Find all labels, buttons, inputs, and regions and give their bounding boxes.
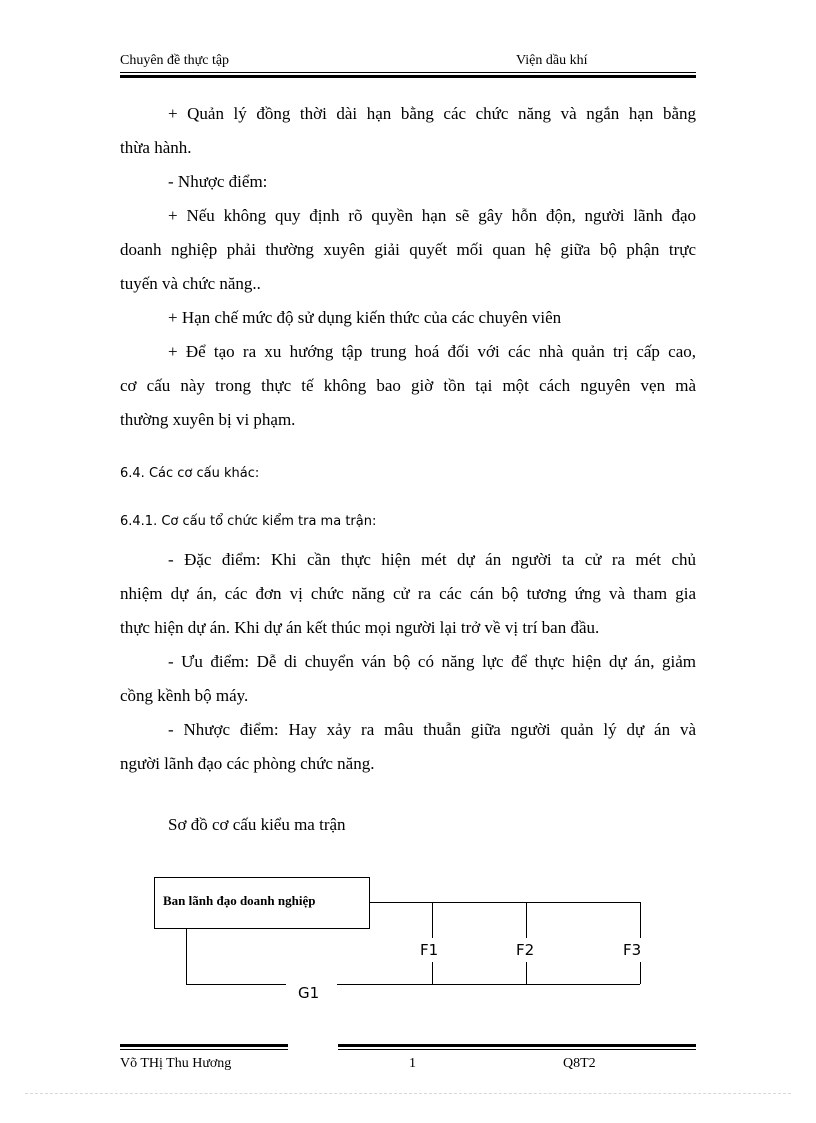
connector-f1-lower bbox=[432, 962, 433, 984]
footer-author: Võ THị Thu Hương bbox=[120, 1056, 232, 1071]
text-line: thừa hành. bbox=[120, 138, 192, 157]
section-heading-6-4: 6.4. Các cơ cấu khác: bbox=[120, 466, 260, 481]
footer-rule-left-thin bbox=[120, 1049, 288, 1050]
header-rule-thin bbox=[120, 72, 696, 73]
text-line: thường xuyên bị vi phạm. bbox=[120, 410, 296, 429]
paragraph-knowledge-limit: + Hạn chế mức độ sử dụng kiến thức của các chuyên viên bbox=[168, 308, 562, 327]
footer-class-code: Q8T2 bbox=[563, 1056, 596, 1071]
header-left-title: Chuyên đề thực tập bbox=[120, 53, 230, 68]
paragraph-characteristics bbox=[120, 543, 696, 645]
text-line: - Đặc điểm: Khi cần thực hiện mét dự án người ta cử ra mét chủ bbox=[168, 550, 696, 569]
paragraph-authority bbox=[120, 199, 696, 301]
label-f2: F2 bbox=[516, 941, 535, 959]
paragraph-disadvantages bbox=[120, 713, 696, 781]
footer-rule-right-thin bbox=[338, 1049, 696, 1050]
text-line: cồng kềnh bộ máy. bbox=[120, 686, 249, 705]
text-line: + Quản lý đồng thời dài hạn bằng các chức năng và ngắn hạn bằng bbox=[168, 104, 696, 123]
connector-f2-lower bbox=[526, 962, 527, 984]
paragraph-long-short-term bbox=[120, 97, 696, 165]
connector-bottom-left bbox=[186, 984, 286, 985]
connector-top bbox=[370, 902, 640, 903]
text-line: người lãnh đạo các phòng chức năng. bbox=[120, 754, 375, 773]
section-heading-6-4-1: 6.4.1. Cơ cấu tổ chức kiểm tra ma trận: bbox=[120, 514, 377, 529]
header-right-title: Viện dầu khí bbox=[516, 53, 588, 68]
paragraph-advantages bbox=[120, 645, 696, 713]
label-f3: F3 bbox=[623, 941, 642, 959]
text-line: + Nếu không quy định rõ quyền hạn sẽ gây hỗn độn, người lãnh đạo bbox=[168, 206, 696, 225]
text-line: thực hiện dự án. Khi dự án kết thúc mọi người lại trở về vị trí ban đầu. bbox=[120, 618, 600, 637]
management-board-box: Ban lãnh đạo doanh nghiệp bbox=[154, 877, 370, 929]
text-line: - Ưu điểm: Dễ di chuyển ván bộ có năng lực để thực hiện dự án, giảm bbox=[168, 652, 696, 671]
footer-rule-left-thick bbox=[120, 1044, 288, 1047]
header-rule-thick bbox=[120, 75, 696, 78]
text-line: doanh nghiệp phải thường xuyên giải quyết mối quan hệ giữa bộ phận trực bbox=[120, 240, 696, 259]
text-line: + Để tạo ra xu hướng tập trung hoá đối với các nhà quản trị cấp cao, bbox=[168, 342, 696, 361]
footer-page-number: 1 bbox=[409, 1056, 416, 1071]
text-line: tuyến và chức năng.. bbox=[120, 274, 261, 293]
footer-rule-right-thick bbox=[338, 1044, 696, 1047]
text-line: cơ cấu này trong thực tế không bao giờ tồn tại một cách nguyên vẹn mà bbox=[120, 376, 696, 395]
connector-bottom-right bbox=[337, 984, 640, 985]
connector-f3-lower bbox=[640, 962, 641, 984]
page-bottom-border bbox=[25, 1093, 791, 1094]
connector-f1-upper bbox=[432, 902, 433, 938]
label-f1: F1 bbox=[420, 941, 439, 959]
label-g1: G1 bbox=[298, 984, 320, 1002]
paragraph-centralization bbox=[120, 335, 696, 437]
connector-f3-upper bbox=[640, 902, 641, 938]
connector-vertical-left bbox=[186, 928, 187, 984]
connector-f2-upper bbox=[526, 902, 527, 938]
paragraph-disadvantages-label: - Nhược điểm: bbox=[168, 172, 268, 191]
text-line: nhiệm dự án, các đơn vị chức năng cử ra các cán bộ tương ứng và tham gia bbox=[120, 584, 696, 603]
text-line: - Nhược điểm: Hay xảy ra mâu thuẫn giữa người quản lý dự án và bbox=[168, 720, 696, 739]
diagram-caption: Sơ đồ cơ cấu kiểu ma trận bbox=[168, 815, 346, 834]
